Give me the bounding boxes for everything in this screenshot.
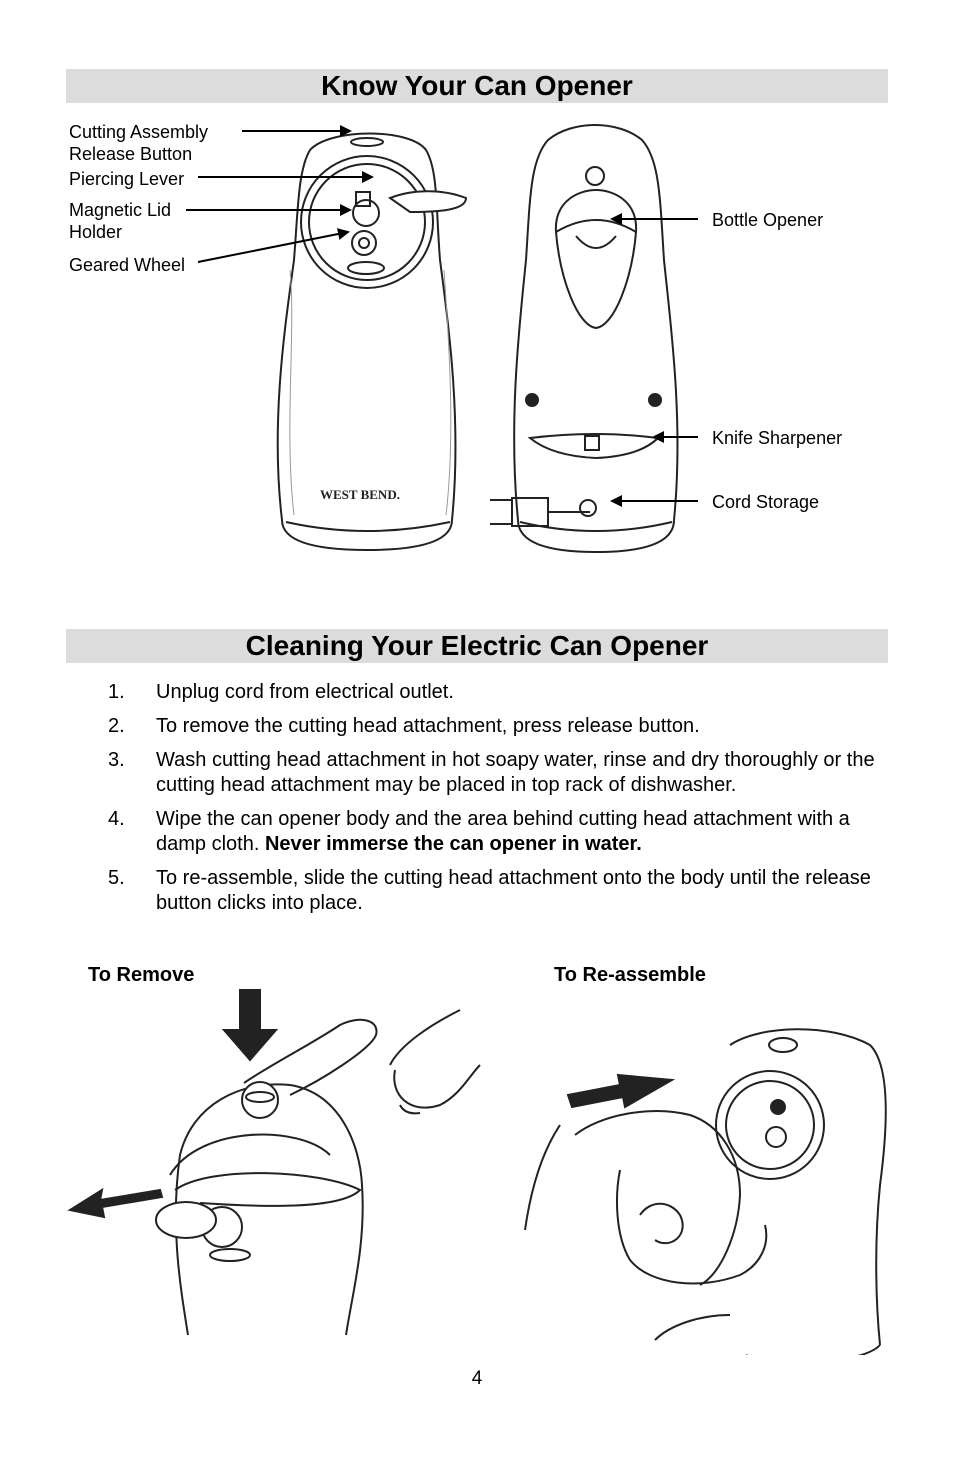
cleaning-steps-list	[108, 680, 898, 925]
step-text-plain: Wipe the can opener body and the area behind cutting head attachment with a damp cloth.	[156, 808, 850, 855]
callout-magnetic-lid-holder	[69, 199, 171, 243]
step-text: Unplug cord from electrical outlet.	[156, 681, 454, 703]
to-reassemble-illustration	[525, 1029, 886, 1355]
brand-logo: WEST BEND.	[320, 487, 400, 502]
callout-bottle-opener: Bottle Opener	[712, 210, 824, 230]
step-number: 4.	[108, 808, 125, 830]
step-text: To re-assemble, slide the cutting head attachment onto the body until the release button clicks into place.	[156, 867, 871, 914]
slide-right-arrow-icon	[568, 1075, 672, 1107]
step-number: 3.	[108, 749, 125, 771]
step-item	[108, 714, 898, 739]
step-number: 5.	[108, 867, 125, 889]
step-number: 2.	[108, 715, 125, 737]
callout-piercing-lever: Piercing Lever	[69, 169, 185, 189]
step-item	[108, 807, 898, 857]
step-item	[108, 866, 898, 916]
to-remove-heading: To Remove	[88, 964, 195, 986]
can-opener-back-view	[490, 125, 678, 552]
callout-cutting-assembly-line1: Cutting Assembly	[69, 122, 209, 142]
step-text: To remove the cutting head attachment, press release button.	[156, 715, 700, 737]
callout-cutting-assembly-line2: Release Button	[69, 144, 193, 164]
cleaning-illustrations	[0, 985, 954, 1355]
to-remove-illustration	[70, 990, 480, 1335]
section-title-cleaning: Cleaning Your Electric Can Opener	[66, 629, 888, 663]
step-item	[108, 680, 898, 705]
callout-magnetic-lid-line2: Holder	[69, 222, 123, 242]
callout-knife-sharpener: Knife Sharpener	[712, 428, 843, 448]
callout-magnetic-lid-line1: Magnetic Lid	[69, 200, 172, 220]
section-title-know-your-can-opener: Know Your Can Opener	[66, 69, 888, 103]
pull-left-arrow-icon	[70, 1190, 162, 1217]
callout-cord-storage: Cord Storage	[712, 492, 820, 512]
step-text: Wash cutting head attachment in hot soapy water, rinse and dry thoroughly or the cutting head attachment may be placed in top rack of dishwasher.	[156, 749, 875, 796]
step-number: 1.	[108, 681, 125, 703]
callout-cutting-assembly	[69, 121, 208, 165]
page-number: 4	[471, 1368, 483, 1389]
step-item	[108, 748, 898, 798]
callout-geared-wheel: Geared Wheel	[69, 255, 186, 275]
step-warning-bold: Never immerse the can opener in water.	[264, 833, 642, 855]
step-text	[156, 807, 898, 857]
press-down-arrow-icon	[224, 990, 276, 1060]
to-reassemble-heading: To Re-assemble	[554, 964, 706, 986]
